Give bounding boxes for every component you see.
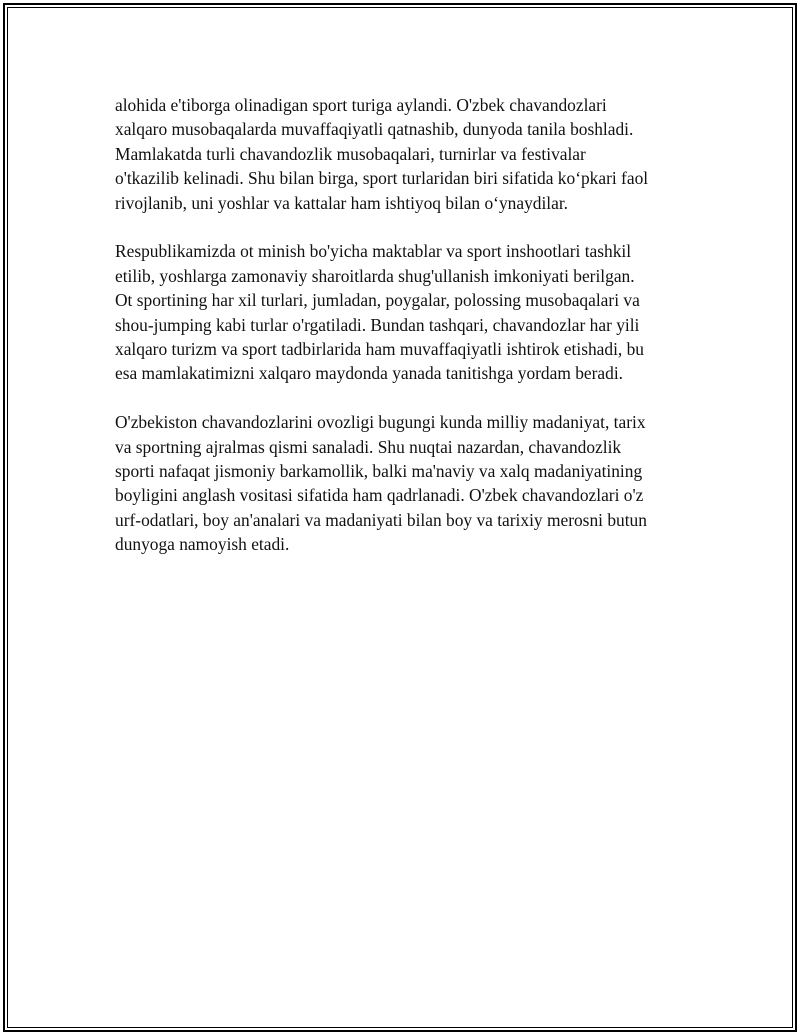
paragraph: O'zbekiston chavandozlarini ovozligi bugungi kunda milliy madaniyat, tarix va sportning ajralmas qismi sanaladi. Shu nuqtai nazardan, chavandozlik sporti nafaqat jismoniy barkamollik, balki ma'naviy va xalq madaniyatining boyligini anglash vositasi sifatida ham qadrlanadi. O'zbek chavandozlari o'z urf-odatlari, boy an'analari va madaniyati bilan boy va tarixiy merosni butun dunyoga namoyish etadi.	[115, 412, 647, 555]
paragraph: alohida e'tiborga olinadigan sport turiga aylandi. O'zbek chavandozlari xalqaro musobaqalarda muvaffaqiyatli qatnashib, dunyoda tanila boshladi. Mamlakatda turli chavandozlik musobaqalari, turnirlar va festivalar o'tkazilib kelinadi. Shu bilan birga, sport turlaridan biri sifatida ko‘pkari faol rivojlanib, uni yoshlar va kattalar ham ishtiyoq bilan o‘ynaydilar.	[115, 95, 649, 213]
paragraph: Respublikamizda ot minish bo'yicha maktablar va sport inshootlari tashkil etilib, yoshlarga zamonaviy sharoitlarda shug'ullanish imkoniyati berilgan. Ot sportining har xil turlari, jumladan, poygalar, polossing musobaqalari va shou-jumping kabi turlar o'rgatiladi. Bundan tashqari, chavandozlar har yili xalqaro turizm va sport tadbirlarida ham muvaffaqiyatli ishtirok etishadi, bu esa mamlakatimizni xalqaro maydonda yanada tanitishga yordam beradi.	[115, 241, 644, 384]
document-body	[115, 93, 695, 581]
